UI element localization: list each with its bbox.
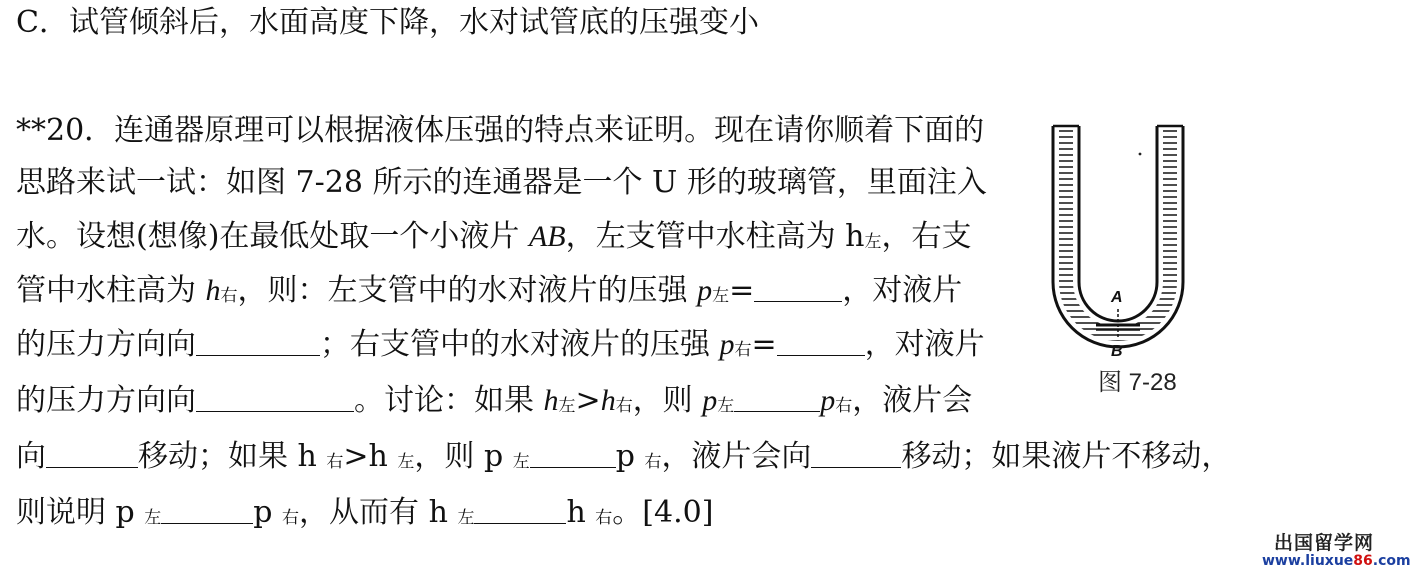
text: ，液片会向 <box>661 439 812 474</box>
text: 移动；如果 h <box>138 439 327 474</box>
answer-blank[interactable] <box>734 383 820 412</box>
answer-blank[interactable] <box>161 495 253 524</box>
subscript-left: 左 <box>457 508 475 528</box>
text: 的压力方向向 <box>16 327 196 362</box>
answer-blank[interactable] <box>474 495 566 524</box>
q20-line-4 <box>16 272 962 315</box>
subscript-left: 左 <box>558 396 576 416</box>
text: p <box>253 495 283 530</box>
speck <box>1139 153 1142 156</box>
u-tube-figure <box>1038 116 1198 366</box>
text: 则说明 p <box>16 495 145 530</box>
text: = <box>751 327 777 362</box>
var-p: p <box>697 274 713 307</box>
q20-line-7 <box>16 438 1231 481</box>
watermark-url-pre: www.liuxue <box>1262 552 1354 569</box>
answer-blank[interactable] <box>754 273 842 302</box>
answer-blank[interactable] <box>196 383 354 412</box>
watermark-title: 出国留学网 <box>1273 532 1374 554</box>
text: > <box>575 383 601 418</box>
liquid-slice-ab: AB <box>528 220 566 253</box>
label-b: B <box>1111 343 1123 360</box>
subscript-right: 右 <box>326 452 344 472</box>
subscript-left: 左 <box>864 232 882 252</box>
text: 的压力方向向 <box>16 383 196 418</box>
q20-line-8 <box>16 494 713 537</box>
q20-line-2: 思路来试一试：如图 7-28 所示的连通器是一个 U 形的玻璃管，里面注入 <box>16 165 987 200</box>
subscript-right: 右 <box>734 340 752 360</box>
subscript-right: 右 <box>835 396 853 416</box>
answer-blank[interactable] <box>46 439 138 468</box>
text: = <box>729 273 755 308</box>
var-h: h <box>205 274 221 307</box>
text: ，则 p <box>414 439 513 474</box>
subscript-left: 左 <box>144 508 162 528</box>
text: ；右支管中的水对液片的压强 <box>320 327 720 362</box>
subscript-left: 左 <box>512 452 530 472</box>
figure-caption: 图 7-28 <box>1098 369 1177 396</box>
subscript-left: 左 <box>397 452 415 472</box>
subscript-right: 右 <box>282 508 300 528</box>
text: ，液片会 <box>852 383 973 418</box>
watermark-url-post: .com <box>1372 552 1411 569</box>
text: 移动；如果液片不移动， <box>901 439 1232 474</box>
var-h: h <box>543 384 559 417</box>
text: >h <box>343 439 398 474</box>
var-p: p <box>702 384 718 417</box>
text: 。讨论：如果 <box>354 383 544 418</box>
answer-blank[interactable] <box>196 327 320 356</box>
text: ，对液片 <box>864 327 985 362</box>
text: 管中水柱高为 <box>16 273 206 308</box>
q20-line-1: **20．连通器原理可以根据液体压强的特点来证明。现在请你顺着下面的 <box>16 113 985 148</box>
text: 向 <box>16 439 46 474</box>
subscript-left: 左 <box>712 286 730 306</box>
text: ，则 <box>632 383 703 418</box>
var-p: p <box>820 384 836 417</box>
text: 水。设想(想像)在最低处取一个小液片 <box>16 219 529 254</box>
option-c: C．试管倾斜后，水面高度下降，水对试管底的压强变小 <box>16 5 759 40</box>
subscript-right: 右 <box>644 452 662 472</box>
text: ，右支 <box>881 219 972 254</box>
site-watermark <box>1262 532 1411 569</box>
watermark-url-num: 86 <box>1353 552 1373 569</box>
u-tube-diagram <box>1038 116 1198 366</box>
subscript-right: 右 <box>595 508 613 528</box>
answer-blank[interactable] <box>530 439 616 468</box>
q20-line-3 <box>16 218 971 261</box>
q20-line-5 <box>16 326 985 369</box>
subscript-right: 右 <box>220 286 238 306</box>
subscript-right: 右 <box>615 396 633 416</box>
answer-blank[interactable] <box>777 327 865 356</box>
text: ，从而有 h <box>299 495 458 530</box>
label-a: A <box>1111 289 1123 306</box>
text: h <box>566 495 596 530</box>
text: p <box>615 439 645 474</box>
text: ，对液片 <box>842 273 963 308</box>
watermark-url <box>1262 552 1411 569</box>
q20-line-6 <box>16 382 972 425</box>
var-p: p <box>719 328 735 361</box>
text: ，则：左支管中的水对液片的压强 <box>237 273 698 308</box>
text: 。[4.0] <box>612 495 714 530</box>
var-h: h <box>600 384 616 417</box>
answer-blank[interactable] <box>811 439 901 468</box>
subscript-left: 左 <box>717 396 735 416</box>
text: ，左支管中水柱高为 h <box>565 219 865 254</box>
